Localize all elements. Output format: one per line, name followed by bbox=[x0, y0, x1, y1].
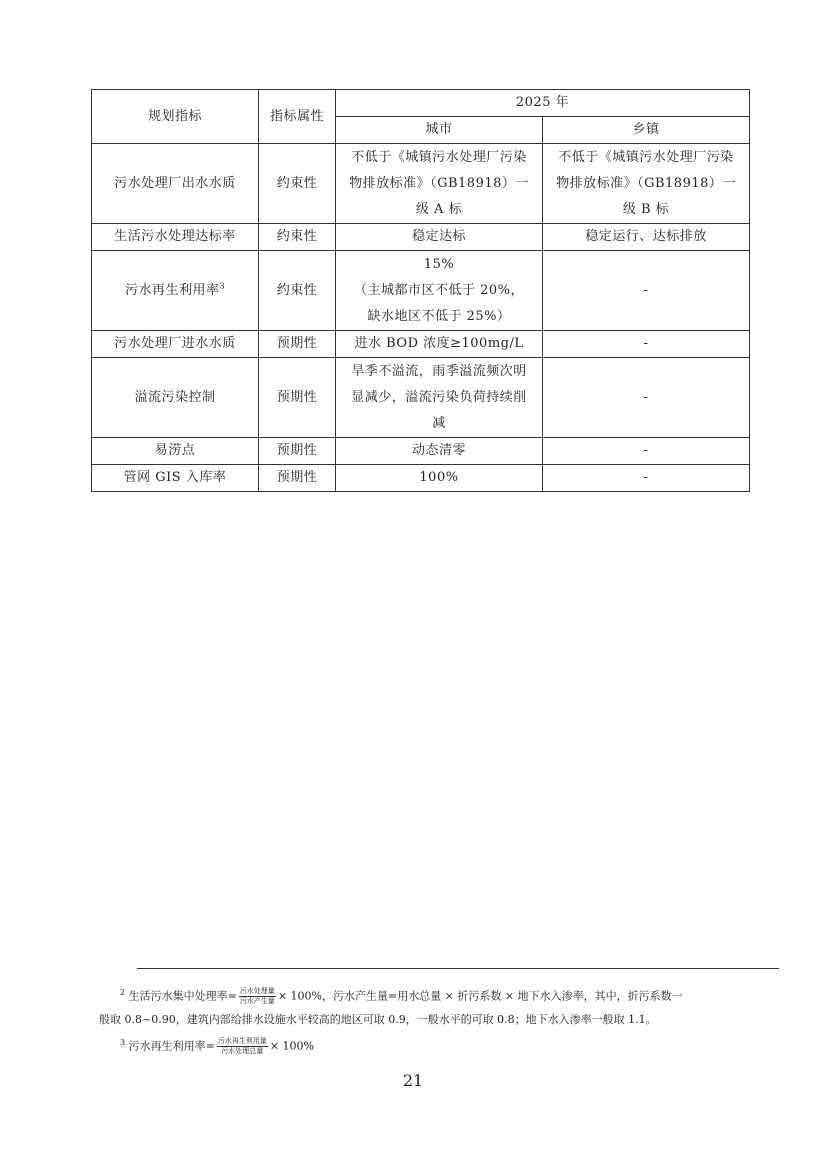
row-city-value: 不低于《城镇污水处理厂污染 物排放标准》（GB18918）一 级 A 标 bbox=[336, 144, 543, 224]
table-row bbox=[92, 465, 750, 492]
row-indicator: 易涝点 bbox=[92, 438, 259, 465]
row-town-value: - bbox=[543, 358, 750, 438]
row-town-value: - bbox=[543, 251, 750, 331]
row-attribute: 预期性 bbox=[259, 331, 336, 358]
footnote-2-line1: $^2$ 生活污水集中处理率= $\frac{\text{污水处理量}}{\text{污水产生量}}$ × 100%，污水产生量=用水总量 × 折污系数 × 地下水入渗率，其中，折污系数一 bbox=[120, 987, 683, 1006]
table-row bbox=[92, 438, 750, 465]
row-city-value: 稳定达标 bbox=[336, 224, 543, 251]
row-town-value: - bbox=[543, 438, 750, 465]
fraction: $\frac{\text{污水处理量}}{\text{污水产生量}}$ bbox=[239, 987, 275, 1006]
row-attribute: 约束性 bbox=[259, 224, 336, 251]
row-city-value: 旱季不溢流，雨季溢流频次明 显减少，溢流污染负荷持续削 减 bbox=[336, 358, 543, 438]
footnote-divider bbox=[137, 968, 779, 969]
header-indicator: 规划指标 bbox=[92, 90, 259, 144]
row-indicator: 管网 GIS 入库率 bbox=[92, 465, 259, 492]
row-indicator: 污水处理厂进水水质 bbox=[92, 331, 259, 358]
footnote-number: 2 bbox=[120, 988, 126, 997]
row-town-value: - bbox=[543, 465, 750, 492]
planning-indicators-table bbox=[91, 89, 750, 492]
table-row bbox=[92, 224, 750, 251]
fraction: $\frac{\text{污水再生利用量}}{\text{污水处理总量}}$ bbox=[217, 1037, 267, 1056]
table-row bbox=[92, 358, 750, 438]
row-city-value: 100% bbox=[336, 465, 543, 492]
row-attribute: 预期性 bbox=[259, 358, 336, 438]
row-attribute: 预期性 bbox=[259, 465, 336, 492]
row-town-value: - bbox=[543, 331, 750, 358]
row-indicator: 溢流污染控制 bbox=[92, 358, 259, 438]
header-year: 2025 年 bbox=[336, 90, 750, 117]
row-attribute: 预期性 bbox=[259, 438, 336, 465]
table-row bbox=[92, 144, 750, 224]
header-attribute: 指标属性 bbox=[259, 90, 336, 144]
footnote-number: 3 bbox=[120, 1038, 126, 1047]
header-city: 城市 bbox=[336, 117, 543, 144]
row-town-value: 稳定运行、达标排放 bbox=[543, 224, 750, 251]
footnote-ref: 3 bbox=[219, 281, 226, 291]
row-indicator: 生活污水处理达标率 bbox=[92, 224, 259, 251]
table-row bbox=[92, 251, 750, 331]
row-city-value: 动态清零 bbox=[336, 438, 543, 465]
table-row bbox=[92, 331, 750, 358]
row-attribute: 约束性 bbox=[259, 251, 336, 331]
row-indicator: 污水再生利用率$^3$ bbox=[92, 251, 259, 331]
footnote-2-line2: 般取 0.8~0.90，建筑内部给排水设施水平较高的地区可取 0.9，一般水平的可取 0.8；地下水入渗率一般取 1.1。 bbox=[99, 1013, 657, 1026]
row-city-value: 进水 BOD 浓度≥100mg/L bbox=[336, 331, 543, 358]
row-town-value: 不低于《城镇污水处理厂污染 物排放标准》（GB18918）一 级 B 标 bbox=[543, 144, 750, 224]
footnote-3: $^3$ 污水再生利用率= $\frac{\text{污水再生利用量}}{\text{污水处理总量}}$ × 100% bbox=[120, 1037, 314, 1056]
row-attribute: 约束性 bbox=[259, 144, 336, 224]
header-town: 乡镇 bbox=[543, 117, 750, 144]
row-city-value: 15% （主城都市区不低于 20%， 缺水地区不低于 25%） bbox=[336, 251, 543, 331]
row-indicator: 污水处理厂出水水质 bbox=[92, 144, 259, 224]
page-number: 21 bbox=[402, 1071, 424, 1090]
